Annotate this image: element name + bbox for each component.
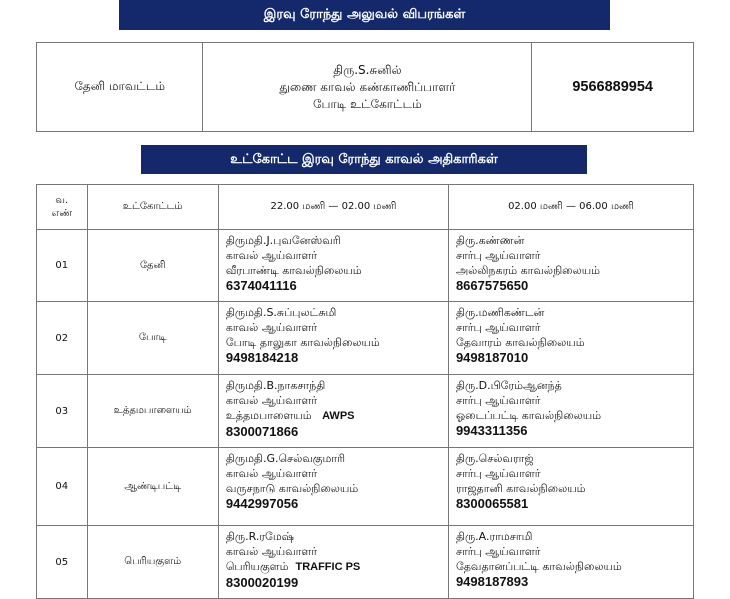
shift1-officer [218,302,448,375]
officer-rank: சார்பு ஆய்வாளர் [455,467,541,480]
table-row [37,448,694,526]
officer-name: திரு.A.ராமசாமி [455,530,533,543]
row-subdivision: ஆண்டிபட்டி [87,448,218,526]
header-sno-line2: எண் [51,208,73,219]
row-serial-number: 01 [37,230,88,302]
station-name: பெரியகுளம் [225,560,289,573]
row-serial-number: 03 [37,375,88,448]
shift2-officer [448,230,693,302]
officer-phone: 6374041116 [225,278,297,293]
row-subdivision: பெரியகுளம் [87,526,218,599]
page-title: இரவு ரோந்து அலுவல் விபரங்கள் [263,7,466,22]
officer-station: வருசநாடு காவல்நிலையம் [225,482,359,495]
shift1-officer [218,448,448,526]
officer-phone: 8300020199 [225,575,299,590]
header-shift-1: 22.00 மணி — 02.00 மணி [218,185,448,230]
officer-name: திரு.R.ரமேஷ் [225,530,294,543]
row-subdivision: தேனி [87,230,218,302]
table-row [37,375,694,448]
shift2-officer [448,448,693,526]
officer-rank: காவல் ஆய்வாளர் [225,467,318,480]
station-name: உத்தமபாளையம் [225,409,312,422]
officer-phone: 8300071866 [225,424,299,439]
officer-phone: 9498184218 [225,350,299,365]
row-serial-number: 05 [37,526,88,599]
section-title-banner [141,145,587,174]
table-row [37,302,694,375]
officer-station: வீரபாண்டி காவல்நிலையம் [225,264,362,277]
officer-station: அல்லிநகரம் காவல்நிலையம் [455,264,600,277]
officer-name: திரு.கண்ணன் [455,234,525,247]
district-officer-table [36,42,694,132]
station-code: AWPS [322,410,355,422]
officer-rank: சார்பு ஆய்வாளர் [455,249,541,262]
officer-station: தேவதானப்பட்டி காவல்நிலையம் [455,560,622,573]
district-name: தேனி மாவட்டம் [37,43,203,132]
row-subdivision: போடி [87,302,218,375]
officer-phone: 8667575650 [455,278,529,293]
officer-phone: 9442997056 [225,496,299,511]
officer-name: திருமதி.S.சுப்புலட்சுமி [225,306,337,319]
officer-name: திருமதி.J.புவனேஸ்வரி [225,234,341,247]
row-serial-number: 02 [37,302,88,375]
officer-rank: சார்பு ஆய்வாளர் [455,545,541,558]
officer-phone: 9498187893 [455,574,529,589]
table-row [37,526,694,599]
officer-phone: 8300065581 [455,496,529,511]
shift1-officer [218,375,448,448]
officer-rank: காவல் ஆய்வாளர் [225,394,318,407]
shift1-officer [218,230,448,302]
header-serial-number [37,185,88,230]
district-officer-row [37,43,694,132]
patrol-officers-table [36,184,694,599]
table-header-row [37,185,694,230]
section-title: உட்கோட்ட இரவு ரோந்து காவல் அதிகாரிகள் [230,151,498,167]
officer-name: திரு.D.பிரேம்ஆனந்த் [455,379,562,392]
officer-station [226,559,448,575]
shift2-officer [448,375,693,448]
officer-name: திருமதி.G.செல்வகுமாரி [225,452,346,465]
header-shift-2: 02.00 மணி — 06.00 மணி [448,185,693,230]
officer-station: போடி தாலுகா காவல்நிலையம் [225,336,380,349]
shift1-officer [218,526,448,599]
page-title-banner [119,0,610,30]
officer-station: தேவாரம் காவல்நிலையம் [455,336,585,349]
officer-name: திரு.மணிகண்டன் [455,306,545,319]
header-sno-line1: வ. [55,195,69,206]
officer-rank: துணை காவல் கண்காணிப்பாளர் [279,79,456,94]
officer-station: ராஜதானி காவல்நிலையம் [455,482,586,495]
officer-unit: போடி உட்கோட்டம் [313,96,422,111]
officer-rank: காவல் ஆய்வாளர் [225,545,318,558]
shift2-officer [448,302,693,375]
officer-phone: 9943311356 [455,423,528,438]
station-code: TRAFFIC PS [295,561,361,573]
officer-station: ஓடைப்பட்டி காவல்நிலையம் [455,409,602,422]
district-officer-details [203,43,532,132]
table-row [37,230,694,302]
officer-rank: சார்பு ஆய்வாளர் [455,394,541,407]
header-subdivision: உட்கோட்டம் [87,185,218,230]
row-serial-number: 04 [37,448,88,526]
officer-name: திரு.S.சுனில் [333,62,402,77]
officer-name: திரு.செல்வராஜ் [455,452,534,465]
officer-name: திருமதி.B.நாகசாந்தி [225,379,326,392]
officer-station [226,408,448,424]
officer-phone: 9566889954 [532,43,694,132]
row-subdivision: உத்தமபாளையம் [87,375,218,448]
officer-phone: 9498187010 [455,350,529,365]
officer-rank: காவல் ஆய்வாளர் [225,249,318,262]
officer-rank: காவல் ஆய்வாளர் [225,321,318,334]
shift2-officer [448,526,693,599]
officer-rank: சார்பு ஆய்வாளர் [455,321,541,334]
